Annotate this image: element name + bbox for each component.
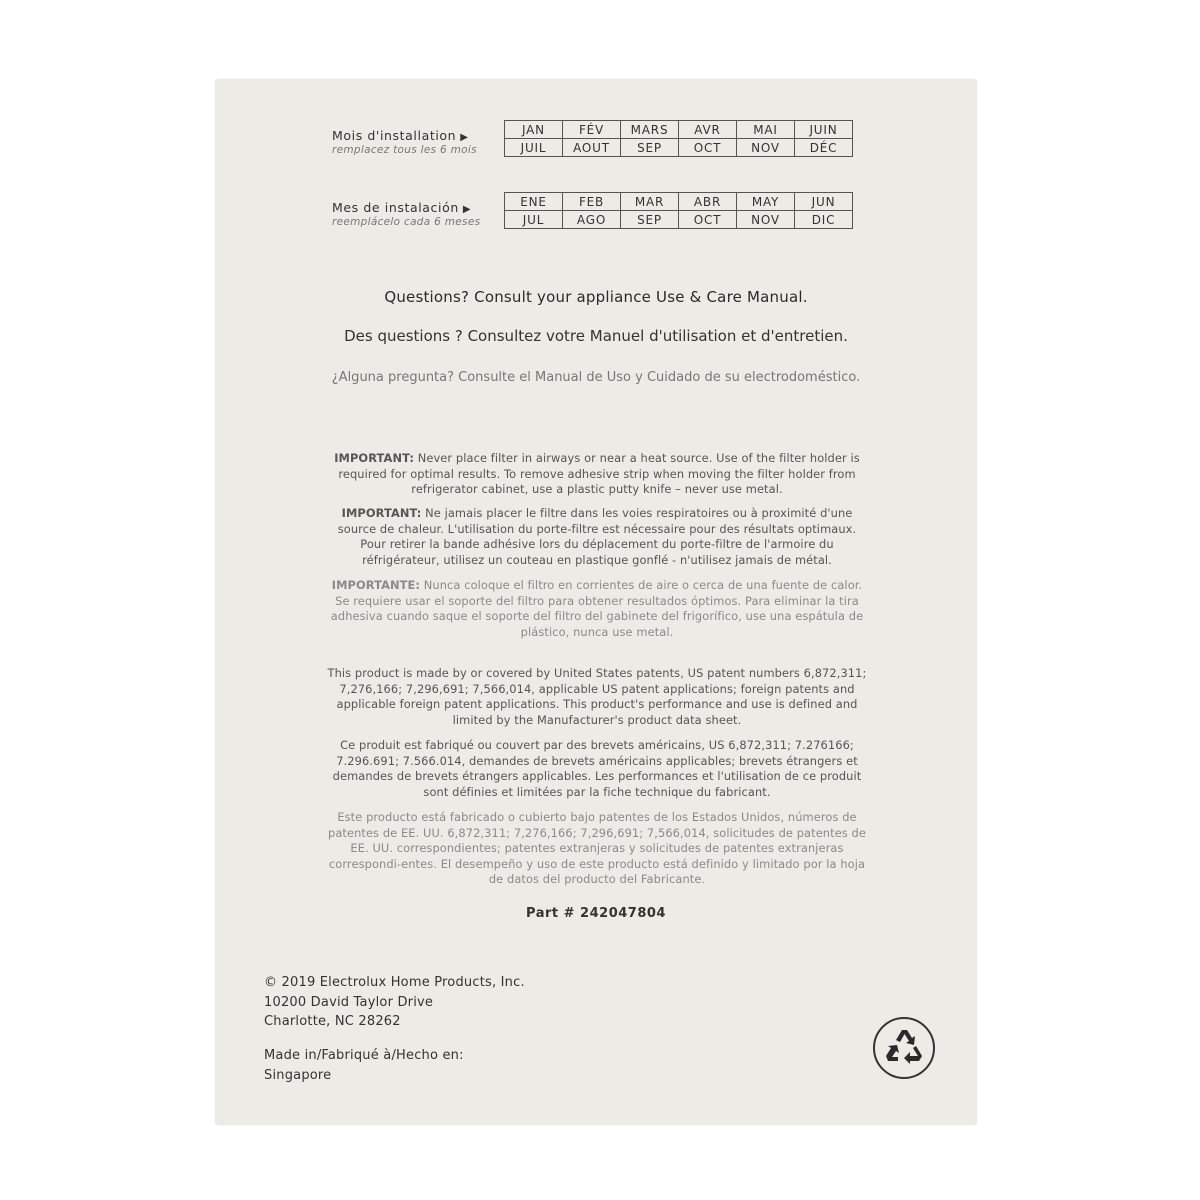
fr-install-month-label: Mois d'installation [332, 128, 457, 143]
important-fr-label: IMPORTANT: [341, 506, 422, 520]
month-cell: OCT [679, 139, 737, 157]
month-cell: OCT [679, 211, 737, 229]
patents-es: Este producto está fabricado o cubierto bajo patentes de los Estados Unidos, números de patentes de EE. UU. 6,872,311; 7,276,166; 7,296,691; 7,566,014, solicitudes de patentes de EE. UU. correspondientes; patentes extranjeras y solicitudes de patentes extranjeras correspondi-entes. El desempeño y uso de este producto está definido y limitado por la hoja de datos del producto del Fabricante. [327, 810, 866, 887]
manufacturer-address [264, 973, 525, 1032]
recycle-icon [872, 1016, 936, 1080]
important-fr [324, 506, 870, 568]
month-cell: JUIL [505, 139, 563, 157]
fr-month-row-1 [505, 121, 853, 139]
month-cell: AOUT [563, 139, 621, 157]
play-arrow-icon: ▶ [462, 204, 472, 215]
made-in-country: Singapore [264, 1067, 332, 1083]
filter-box-back-panel [216, 80, 976, 1124]
month-cell: JUL [505, 211, 563, 229]
questions-es: ¿Alguna pregunta? Consulte el Manual de Uso y Cuidado de su electrodoméstico. [331, 370, 861, 385]
es-install-month-sublabel: reemplácelo cada 6 meses [332, 216, 481, 228]
important-es-text: Nunca coloque el filtro en corrientes de aire o cerca de una fuente de calor. Se requiere usar el soporte del filtro para obtener resultados óptimos. Para eliminar la tira adhesiva cuando saque el soporte del filtro del gabinete del frigorífico, use una espátula de plástico, nunca use metal. [330, 578, 864, 639]
patents-en: This product is made by or covered by United States patents, US patent numbers 6,872,311; 7,276,166; 7,296,691; 7,566,014, applicable US patent applications; foreign patents and applicable foreign patent applications. This product's performance and use is defined and limited by the Manufacturer's product data sheet. [327, 666, 867, 727]
important-fr-text: Ne jamais placer le filtre dans les voies respiratoires ou à proximité d'une source de chaleur. L'utilisation du porte-filtre est nécessaire pour des résultats optimaux. Pour retirer la bande adhésive lors du déplacement du porte-filtre de l'armoire du réfrigérateur, utilisez un couteau en plastique gonflé - n'utilisez jamais de métal. [337, 506, 857, 567]
month-cell: DIC [795, 211, 853, 229]
important-en-text: Never place filter in airways or near a heat source. Use of the filter holder is required for optimal results. To remove adhesive strip when moving the filter holder from refrigerator cabinet, use a plastic putty knife – never use metal. [338, 451, 860, 497]
es-month-grid [504, 192, 853, 229]
month-cell: JUN [795, 193, 853, 211]
month-cell: MAI [737, 121, 795, 139]
patents-fr: Ce produit est fabriqué ou couvert par des brevets américains, US 6,872,311; 7.276166; 7.296.691; 7.566.014, demandes de brevets américains applicables; brevets étrangers et demandes de brevets étrangers applicables. Les performances et l'utilisation de ce produit sont définies et limitées par la fiche technique du fabricant. [332, 738, 862, 799]
es-month-row-1 [505, 193, 853, 211]
address-line-2: 10200 David Taylor Drive [264, 994, 434, 1010]
month-cell: DÉC [795, 139, 853, 157]
address-line-3: Charlotte, NC 28262 [264, 1014, 401, 1029]
es-install-month-section [332, 192, 862, 232]
address-line-1: © 2019 Electrolux Home Products, Inc. [264, 975, 525, 990]
month-cell: SEP [621, 139, 679, 157]
month-cell: JAN [505, 121, 563, 139]
fr-month-grid [504, 120, 853, 157]
fr-install-month-label-block [332, 120, 482, 156]
fr-month-row-2 [505, 139, 853, 157]
month-cell: MARS [621, 121, 679, 139]
month-cell: FÉV [563, 121, 621, 139]
es-month-row-2 [505, 211, 853, 229]
made-in-label: Made in/Fabriqué à/Hecho en: [264, 1048, 464, 1063]
month-cell: ABR [679, 193, 737, 211]
es-install-month-label-block [332, 192, 482, 228]
month-cell: JUIN [795, 121, 853, 139]
month-cell: NOV [737, 211, 795, 229]
month-cell: NOV [737, 139, 795, 157]
fr-install-month-sublabel: remplacez tous les 6 mois [332, 144, 477, 156]
important-es [324, 578, 870, 640]
play-arrow-icon: ▶ [460, 132, 469, 143]
month-cell: MAR [621, 193, 679, 211]
part-number: Part # 242047804 [526, 906, 666, 921]
fr-install-month-section [332, 120, 862, 160]
month-cell: MAY [737, 193, 795, 211]
month-cell: ENE [505, 193, 563, 211]
month-cell: AGO [563, 211, 621, 229]
important-en [324, 451, 870, 498]
month-cell: FEB [563, 193, 621, 211]
important-es-label: IMPORTANTE: [331, 578, 421, 592]
questions-fr: Des questions ? Consultez votre Manuel d'utilisation et d'entretien. [344, 327, 848, 345]
important-en-label: IMPORTANT: [334, 451, 414, 465]
month-cell: AVR [679, 121, 737, 139]
month-cell: SEP [621, 211, 679, 229]
questions-en: Questions? Consult your appliance Use & Care Manual. [384, 288, 808, 306]
es-install-month-label: Mes de instalación [332, 200, 459, 215]
made-in [264, 1046, 464, 1085]
